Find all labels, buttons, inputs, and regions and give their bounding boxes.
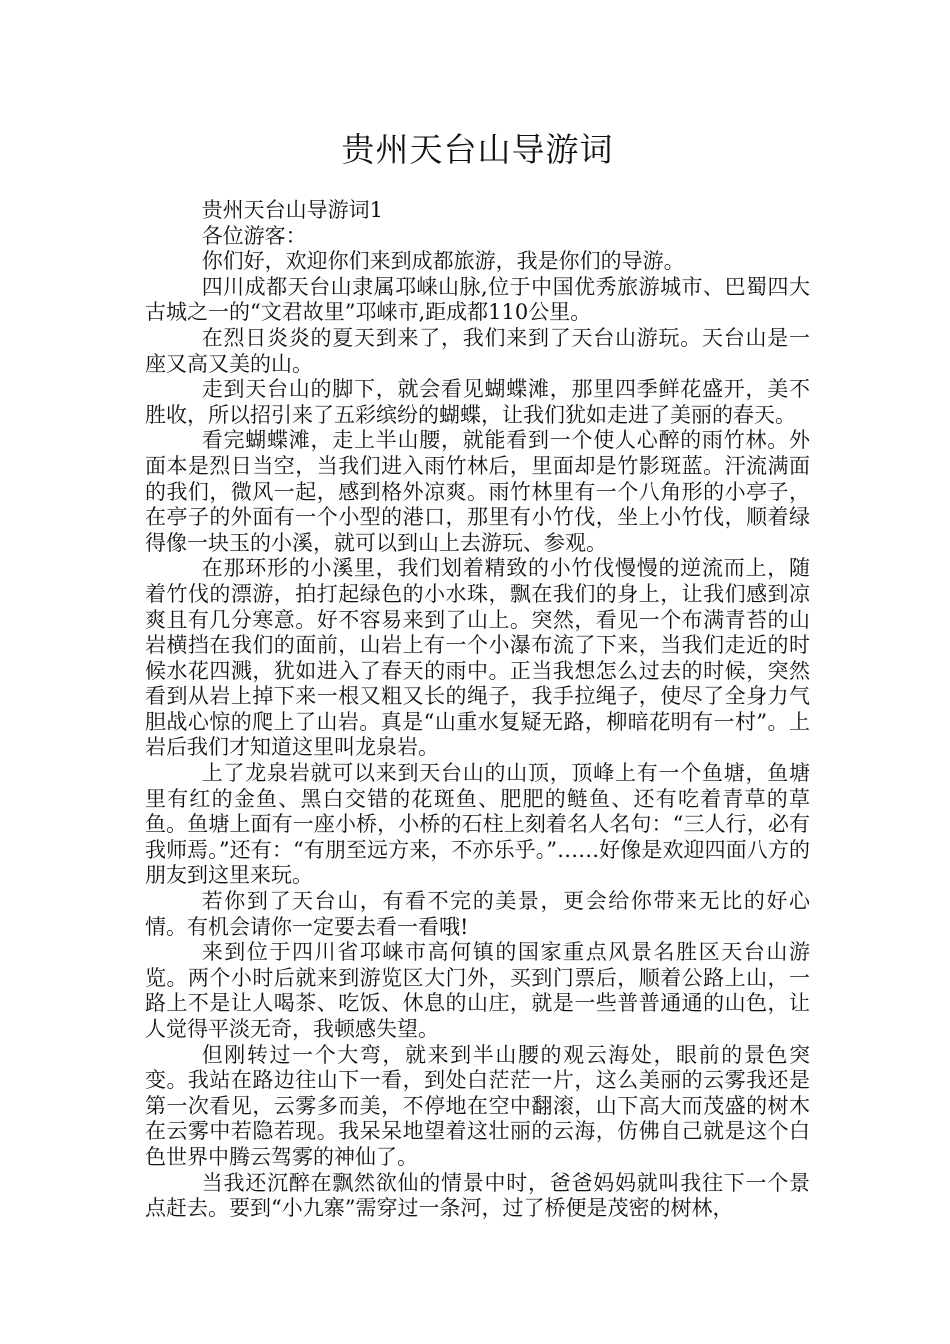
paragraph: 你们好，欢迎你们来到成都旅游，我是你们的导游。	[201, 249, 685, 274]
paragraph: 四川成都天台山隶属邛崃山脉,位于中国优秀旅游城市、巴蜀四大古城之一的“文君故里”邛崃市,距成都110公里。	[145, 274, 810, 325]
paragraph: 贵州天台山导游词1	[201, 198, 384, 222]
document-body	[145, 198, 810, 1222]
document-title: 贵州天台山导游词	[341, 130, 614, 169]
paragraph: 当我还沉醉在飘然欲仙的情景中时，爸爸妈妈就叫我往下一个景点赶去。要到“小九寨”需穿过一条河，过了桥便是茂密的树林，	[145, 1170, 810, 1221]
paragraph: 但刚转过一个大弯，就来到半山腰的观云海处，眼前的景色突变。我站在路边往山下一看，到处白茫茫一片，这么美丽的云雾我还是第一次看见，云雾多而美，不停地在空中翻滚，山下高大而茂盛的树木在云雾中若隐若现。我呆呆地望着这壮丽的云海，仿佛自己就是这个白色世界中腾云驾雾的神仙了。	[145, 1042, 810, 1169]
paragraph: 上了龙泉岩就可以来到天台山的山顶，顶峰上有一个鱼塘，鱼塘里有红的金鱼、黑白交错的花斑鱼、肥肥的鲢鱼、还有吃着青草的草鱼。鱼塘上面有一座小桥，小桥的石柱上刻着名人名句：“三人行，必有我师焉。”还有：“有朋至远方来，不亦乐乎。”……好像是欢迎四面八方的朋友到这里来玩。	[145, 761, 810, 888]
paragraph: 来到位于四川省邛崃市高何镇的国家重点风景名胜区天台山游览。两个小时后就来到游览区大门外，买到门票后，顺着公路上山，一路上不是让人喝茶、吃饭、休息的山庄，就是一些普普通通的山色，让人觉得平淡无奇，我顿感失望。	[145, 940, 810, 1041]
paragraph: 各位游客：	[201, 223, 307, 248]
paragraph: 在那环形的小溪里，我们划着精致的小竹伐慢慢的逆流而上，随着竹伐的漂游，拍打起绿色的小水珠，飘在我们的身上，让我们感到凉爽且有几分寒意。好不容易来到了山上。突然，看见一个布满青苔的山岩横挡在我们的面前，山岩上有一个小瀑布流了下来，当我们走近的时候水花四溅，犹如进入了春天的雨中。正当我想怎么过去的时候，突然看到从岩上掉下来一根又粗又长的绳子，我手拉绳子，使尽了全身力气胆战心惊的爬上了山岩。真是“山重水复疑无路，柳暗花明有一村”。上岩后我们才知道这里叫龙泉岩。	[145, 556, 810, 760]
paragraph: 若你到了天台山，有看不完的美景，更会给你带来无比的好心情。有机会请你一定要去看一看哦!	[145, 889, 810, 939]
document-page	[145, 120, 810, 1222]
paragraph: 在烈日炎炎的夏天到来了，我们来到了天台山游玩。天台山是一座又高又美的山。	[145, 325, 810, 376]
paragraph: 走到天台山的脚下，就会看见蝴蝶滩，那里四季鲜花盛开，美不胜收，所以招引来了五彩缤纷的蝴蝶，让我们犹如走进了美丽的春天。	[145, 377, 810, 427]
paragraph: 看完蝴蝶滩，走上半山腰，就能看到一个使人心醉的雨竹林。外面本是烈日当空，当我们进入雨竹林后，里面却是竹影斑蓝。汗流满面的我们，微风一起，感到格外凉爽。雨竹林里有一个八角形的小亭子，在亭子的外面有一个小型的港口，那里有小竹伐，坐上小竹伐，顺着绿得像一块玉的小溪，就可以到山上去游玩、参观。	[145, 428, 810, 555]
